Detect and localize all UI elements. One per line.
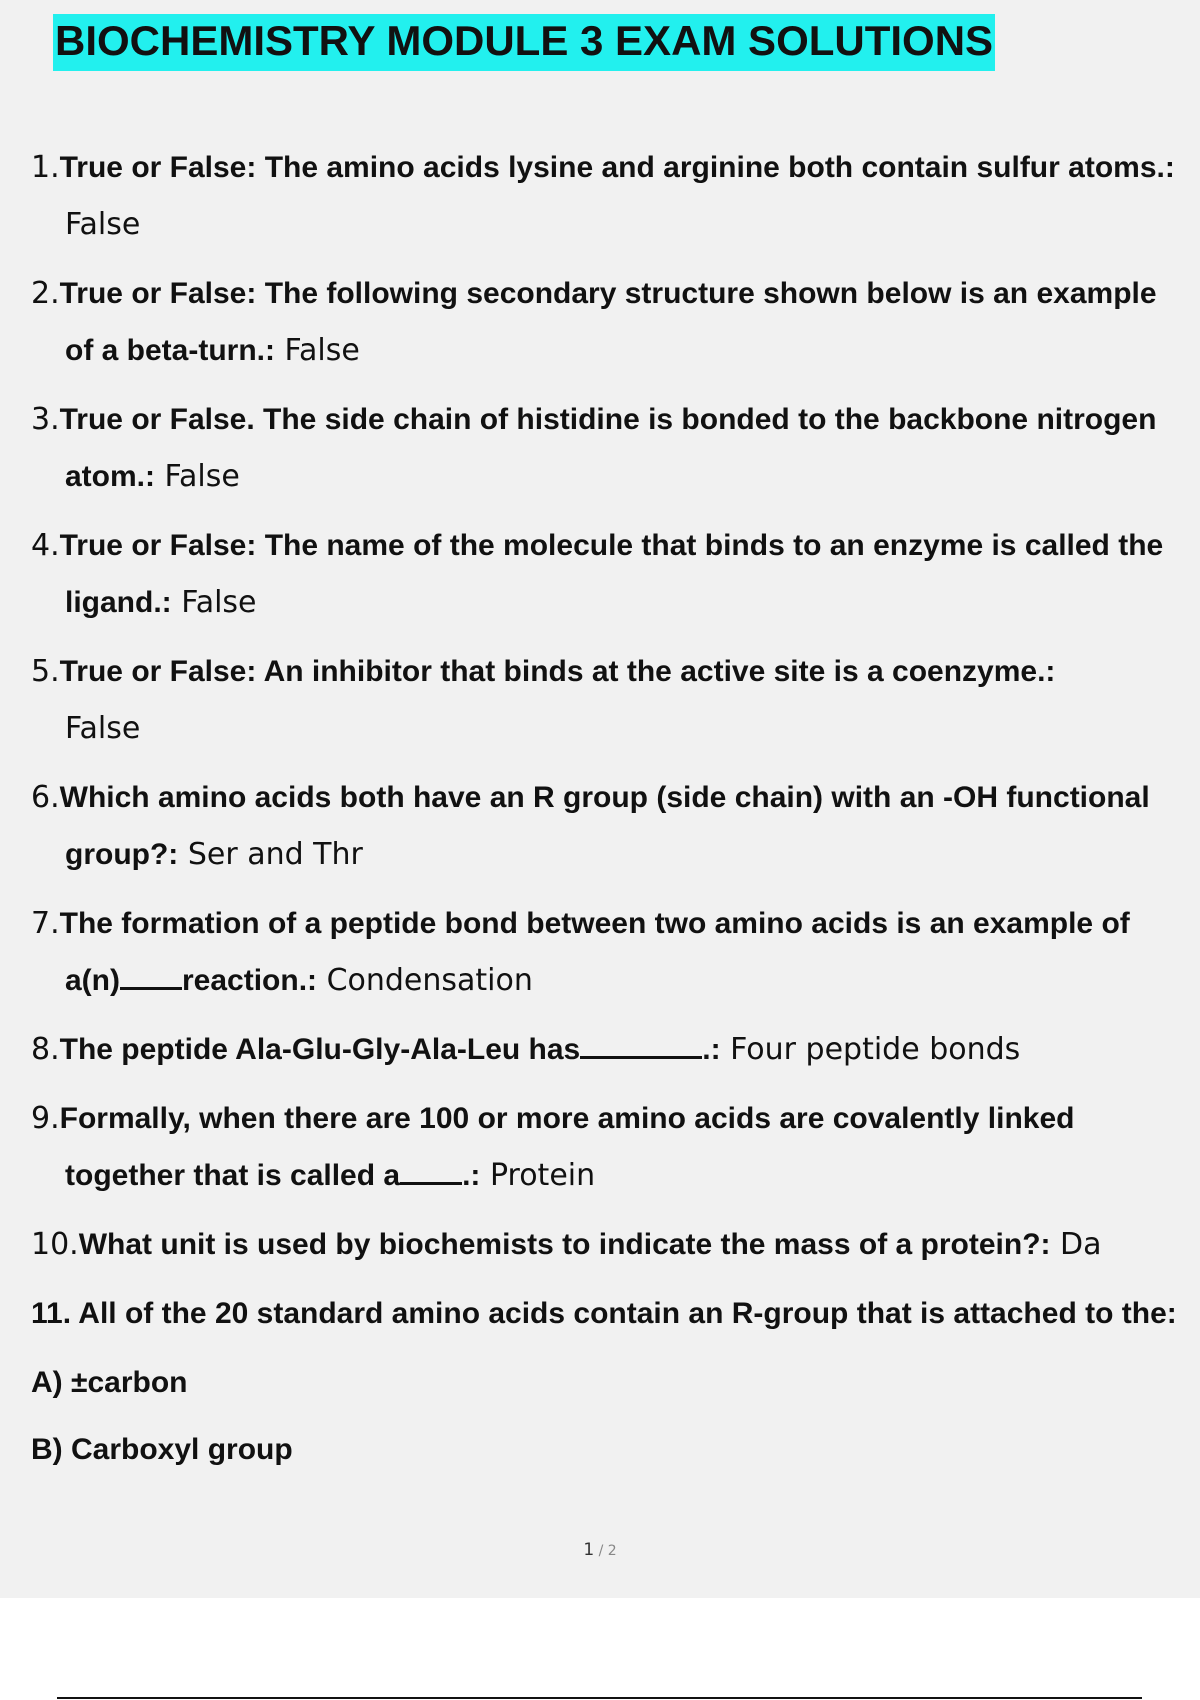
question-11	[31, 1285, 1181, 1342]
question-5	[31, 643, 1181, 757]
question-text: True or False. The side chain of histidine is bonded to the backbone nitrogen atom.:	[59, 403, 1157, 493]
answer-text: Four peptide bonds	[720, 1032, 1021, 1067]
answer-text: Condensation	[317, 963, 533, 998]
current-page: 1	[583, 1540, 595, 1560]
answer-blank	[120, 963, 182, 990]
question-text: Which amino acids both have an R group (side chain) with an -OH functional group?:	[59, 781, 1150, 871]
question-number: 7.	[31, 906, 60, 941]
page-counter	[0, 1540, 1200, 1560]
answer-text: False	[171, 585, 257, 620]
question-text-after: .:	[462, 1159, 481, 1192]
answer-text: Da	[1050, 1227, 1102, 1262]
question-number: 2.	[31, 276, 60, 311]
question-number: 11.	[31, 1297, 72, 1330]
answer-text: False	[65, 711, 141, 746]
answer-text: Ser and Thr	[178, 837, 363, 872]
question-text: What unit is used by biochemists to indicate the mass of a protein?:	[78, 1228, 1051, 1261]
question-9	[31, 1090, 1181, 1204]
answer-blank	[400, 1158, 462, 1185]
question-8	[31, 1021, 1181, 1078]
page-divider	[57, 1697, 1142, 1699]
question-number: 1.	[31, 150, 60, 185]
question-text: True or False: An inhibitor that binds at the active site is a coenzyme.:	[59, 655, 1056, 688]
question-number: 3.	[31, 402, 60, 437]
question-text: All of the 20 standard amino acids contain an R-group that is attached to the:	[71, 1297, 1177, 1330]
question-3	[31, 391, 1181, 505]
question-number: 4.	[31, 528, 60, 563]
question-2	[31, 265, 1181, 379]
page-separator: /	[594, 1543, 608, 1559]
question-number: 8.	[31, 1032, 60, 1067]
question-1	[31, 139, 1181, 253]
question-number: 5.	[31, 654, 60, 689]
total-pages: 2	[607, 1543, 617, 1559]
question-10	[31, 1216, 1181, 1273]
answer-text: Protein	[480, 1158, 596, 1193]
question-text: True or False: The following secondary structure shown below is an example of a beta-turn.:	[59, 277, 1157, 367]
question-4	[31, 517, 1181, 631]
answer-blank	[580, 1032, 702, 1059]
question-text: True or False: The name of the molecule that binds to an enzyme is called the ligand.:	[59, 529, 1164, 619]
option-a: A) ±carbon	[31, 1366, 188, 1399]
question-list	[31, 139, 1181, 1488]
option-b: B) Carboxyl group	[31, 1433, 293, 1466]
question-text-after: .:	[702, 1033, 721, 1066]
question-7	[31, 895, 1181, 1009]
answer-text: False	[275, 333, 360, 368]
answer-text: False	[65, 207, 141, 242]
page-title: BIOCHEMISTRY MODULE 3 EXAM SOLUTIONS	[53, 14, 995, 71]
question-number: 9.	[31, 1101, 60, 1136]
question-number: 6.	[31, 780, 60, 815]
question-text: True or False: The amino acids lysine and arginine both contain sulfur atoms.:	[59, 151, 1175, 184]
question-text: The formation of a peptide bond between two amino acids is an example of a(n)	[59, 907, 1130, 997]
answer-text: False	[155, 459, 240, 494]
question-text: The peptide Ala-Glu-Gly-Ala-Leu has	[59, 1033, 581, 1066]
question-text: Formally, when there are 100 or more amino acids are covalently linked together that is called a	[59, 1102, 1075, 1192]
question-6	[31, 769, 1181, 883]
question-number: 10.	[31, 1227, 79, 1262]
question-text-after: reaction.:	[182, 964, 318, 997]
